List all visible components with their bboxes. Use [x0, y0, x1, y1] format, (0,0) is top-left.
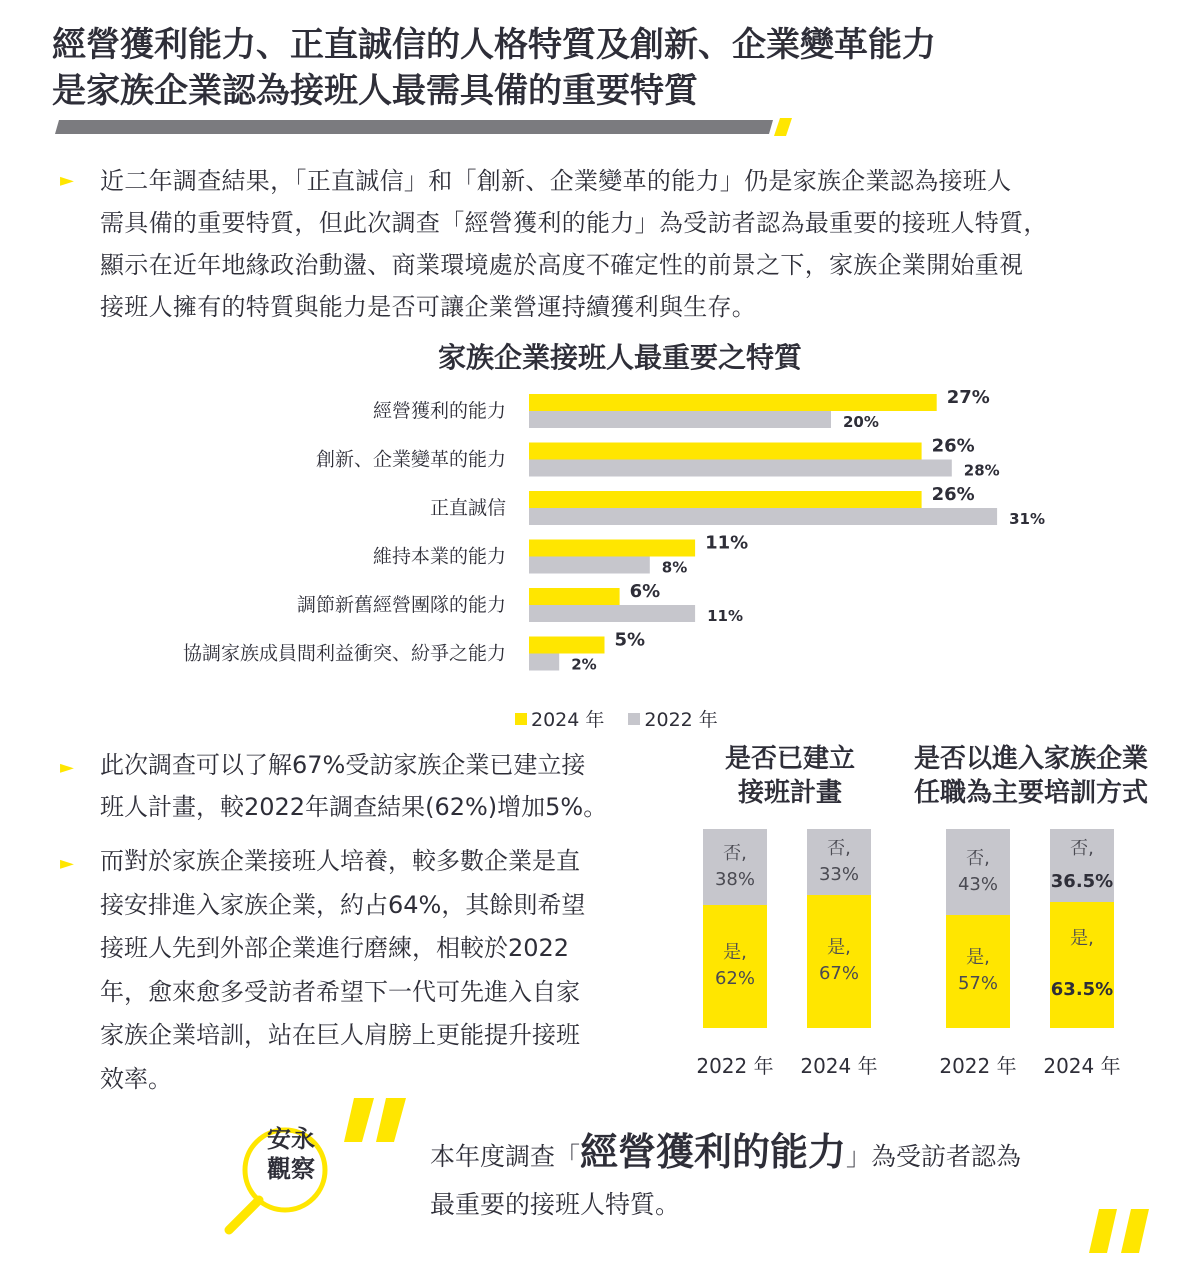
plan-year-2024: 2024 年	[800, 1054, 878, 1078]
title-underline	[55, 120, 773, 134]
plan-year-2022: 2022 年	[696, 1054, 774, 1078]
bar-chart	[0, 380, 1200, 680]
plan-stack-2022	[703, 829, 767, 1028]
stack-segment-yes-value: 63.5%	[1050, 979, 1114, 1001]
stack-segment-yes-value: 67%	[818, 963, 859, 985]
intro-paragraph	[100, 160, 1048, 328]
value-label-2024: 5%	[614, 629, 646, 651]
stack-segment-no-value: 38%	[714, 868, 755, 890]
title-accent-mark	[774, 118, 792, 136]
finding-line: 接班人先到外部企業進行磨練，相較於2022	[100, 934, 570, 962]
category-label: 協調家族成員間利益衝突、紛爭之能力	[182, 642, 506, 665]
finding-line: 此次調查可以了解67%受訪家族企業已建立接	[100, 751, 586, 779]
category-label: 調節新舊經營團隊的能力	[296, 594, 506, 616]
stack-segment-no-label: 否,	[723, 842, 747, 864]
bar-chart-legend	[515, 705, 718, 732]
bar-2022	[529, 460, 952, 477]
value-label-2022: 8%	[661, 558, 688, 577]
plan-title-line-2: 接班計畫	[737, 778, 842, 808]
training-year-2024: 2024 年	[1043, 1054, 1121, 1078]
stack-segment-no	[946, 829, 1010, 915]
insight-suffix: 」為受訪者認為	[846, 1142, 1022, 1171]
legend-label-2024: 2024 年	[531, 709, 605, 731]
bar-2022	[529, 411, 831, 428]
close-quote-icon	[1085, 1205, 1155, 1255]
bar-2024	[529, 540, 695, 557]
value-label-2024: 26%	[931, 435, 975, 457]
badge-line-2: 觀察	[267, 1155, 315, 1183]
stack-segment-no	[807, 829, 871, 895]
value-label-2022: 2%	[571, 655, 597, 674]
bullet-icon: ►	[60, 757, 74, 778]
intro-line: 顯示在近年地緣政治動盪、商業環境處於高度不確定性的前景之下，家族企業開始重視	[100, 251, 1024, 279]
bar-2024	[529, 443, 922, 460]
stack-segment-no-value: 36.5%	[1050, 870, 1114, 892]
stack-segment-no	[1050, 829, 1114, 902]
stack-segment-yes-value: 57%	[957, 973, 998, 995]
finding-paragraph-1	[100, 744, 607, 828]
stack-segment-yes-value: 62%	[714, 968, 755, 990]
insight-text	[430, 1128, 1021, 1229]
value-label-2022: 11%	[707, 607, 744, 625]
stack-segment-no-label: 否,	[1070, 837, 1094, 859]
training-stack-2024	[1050, 829, 1114, 1028]
bullet-icon: ►	[60, 853, 74, 874]
badge-line-1: 安永	[267, 1125, 315, 1153]
finding-line: 班人計畫，較2022年調查結果(62%)增加5%。	[100, 793, 608, 821]
bar-2024	[529, 394, 937, 411]
value-label-2024: 27%	[946, 387, 990, 408]
stack-segment-no	[703, 829, 767, 905]
category-label: 維持本業的能力	[372, 545, 506, 568]
open-quote-icon	[340, 1098, 410, 1148]
legend-swatch-2022	[628, 713, 640, 725]
intro-line: 需具備的重要特質，但此次調查「經營獲利的能力」為受訪者認為最重要的接班人特質，	[100, 209, 1048, 237]
bar-2024	[529, 637, 605, 654]
insight-emphasis: 經營獲利的能力	[580, 1130, 847, 1174]
stack-segment-yes	[1050, 902, 1114, 1028]
legend-item-2024	[515, 705, 604, 732]
stack-segment-yes-label: 是,	[827, 937, 851, 959]
finding-line: 效率。	[100, 1064, 172, 1093]
value-label-2022: 31%	[1009, 510, 1046, 528]
plan-title-line-1: 是否已建立	[724, 744, 855, 774]
legend-swatch-2024	[515, 713, 527, 725]
value-label-2024: 11%	[705, 532, 749, 554]
bullet-icon: ►	[60, 170, 74, 191]
category-label: 創新、企業變革的能力	[315, 448, 506, 471]
stack-segment-no-value: 43%	[957, 873, 998, 895]
plan-stack-2024	[807, 829, 871, 1028]
category-label: 正直誠信	[429, 497, 506, 519]
stack-segment-no-label: 否,	[966, 847, 990, 869]
stack-segment-yes-label: 是,	[966, 947, 990, 969]
value-label-2024: 6%	[629, 581, 661, 602]
stack-segment-no-value: 33%	[818, 863, 859, 885]
finding-line: 年，愈來愈多受訪者希望下一代可先進入自家	[100, 977, 580, 1006]
insight-line-2: 最重要的接班人特質。	[430, 1190, 681, 1219]
badge-text	[261, 1124, 321, 1184]
insight-prefix: 本年度調查「	[430, 1142, 581, 1171]
finding-line: 而對於家族企業接班人培養，較多數企業是直	[100, 847, 580, 875]
insight-badge	[215, 1118, 335, 1248]
stack-segment-no-label: 否,	[827, 837, 851, 859]
legend-label-2022: 2022 年	[644, 709, 718, 731]
training-chart-title	[895, 742, 1167, 810]
bar-2022	[529, 654, 559, 671]
category-label: 經營獲利的能力	[372, 400, 506, 422]
bar-2022	[529, 557, 650, 574]
bar-chart-title: 家族企業接班人最重要之特質	[437, 341, 802, 374]
finding-paragraph-2	[100, 840, 585, 1101]
title-line-1: 經營獲利能力、正直誠信的人格特質及創新、企業變革能力	[52, 25, 936, 65]
value-label-2022: 20%	[843, 413, 879, 431]
training-stack-2022	[946, 829, 1010, 1028]
page-title	[52, 22, 1152, 114]
legend-item-2022	[628, 705, 717, 732]
stack-segment-yes	[807, 895, 871, 1028]
training-title-line-1: 是否以進入家族企業	[913, 744, 1148, 774]
stack-segment-yes	[946, 915, 1010, 1028]
value-label-2024: 26%	[931, 484, 975, 505]
finding-line: 接安排進入家族企業，約占64%，其餘則希望	[100, 890, 586, 919]
bar-2022	[529, 508, 997, 525]
bar-2024	[529, 588, 620, 605]
training-year-2022: 2022 年	[939, 1054, 1017, 1078]
training-title-line-2: 任職為主要培訓方式	[913, 778, 1148, 808]
plan-chart-title	[690, 742, 890, 810]
intro-line: 近二年調查結果，「正直誠信」和「創新、企業變革的能力」仍是家族企業認為接班人	[100, 167, 1012, 195]
stack-segment-yes-label: 是,	[723, 942, 747, 964]
title-line-2: 是家族企業認為接班人最需具備的重要特質	[52, 71, 698, 111]
bar-2022	[529, 605, 695, 622]
value-label-2022: 28%	[963, 461, 1000, 480]
intro-line: 接班人擁有的特質與能力是否可讓企業營運持續獲利與生存。	[100, 293, 757, 321]
finding-line: 家族企業培訓，站在巨人肩膀上更能提升接班	[100, 1021, 580, 1049]
bar-2024	[529, 491, 922, 508]
stack-segment-yes-label: 是,	[1070, 928, 1094, 950]
stack-segment-yes	[703, 905, 767, 1028]
